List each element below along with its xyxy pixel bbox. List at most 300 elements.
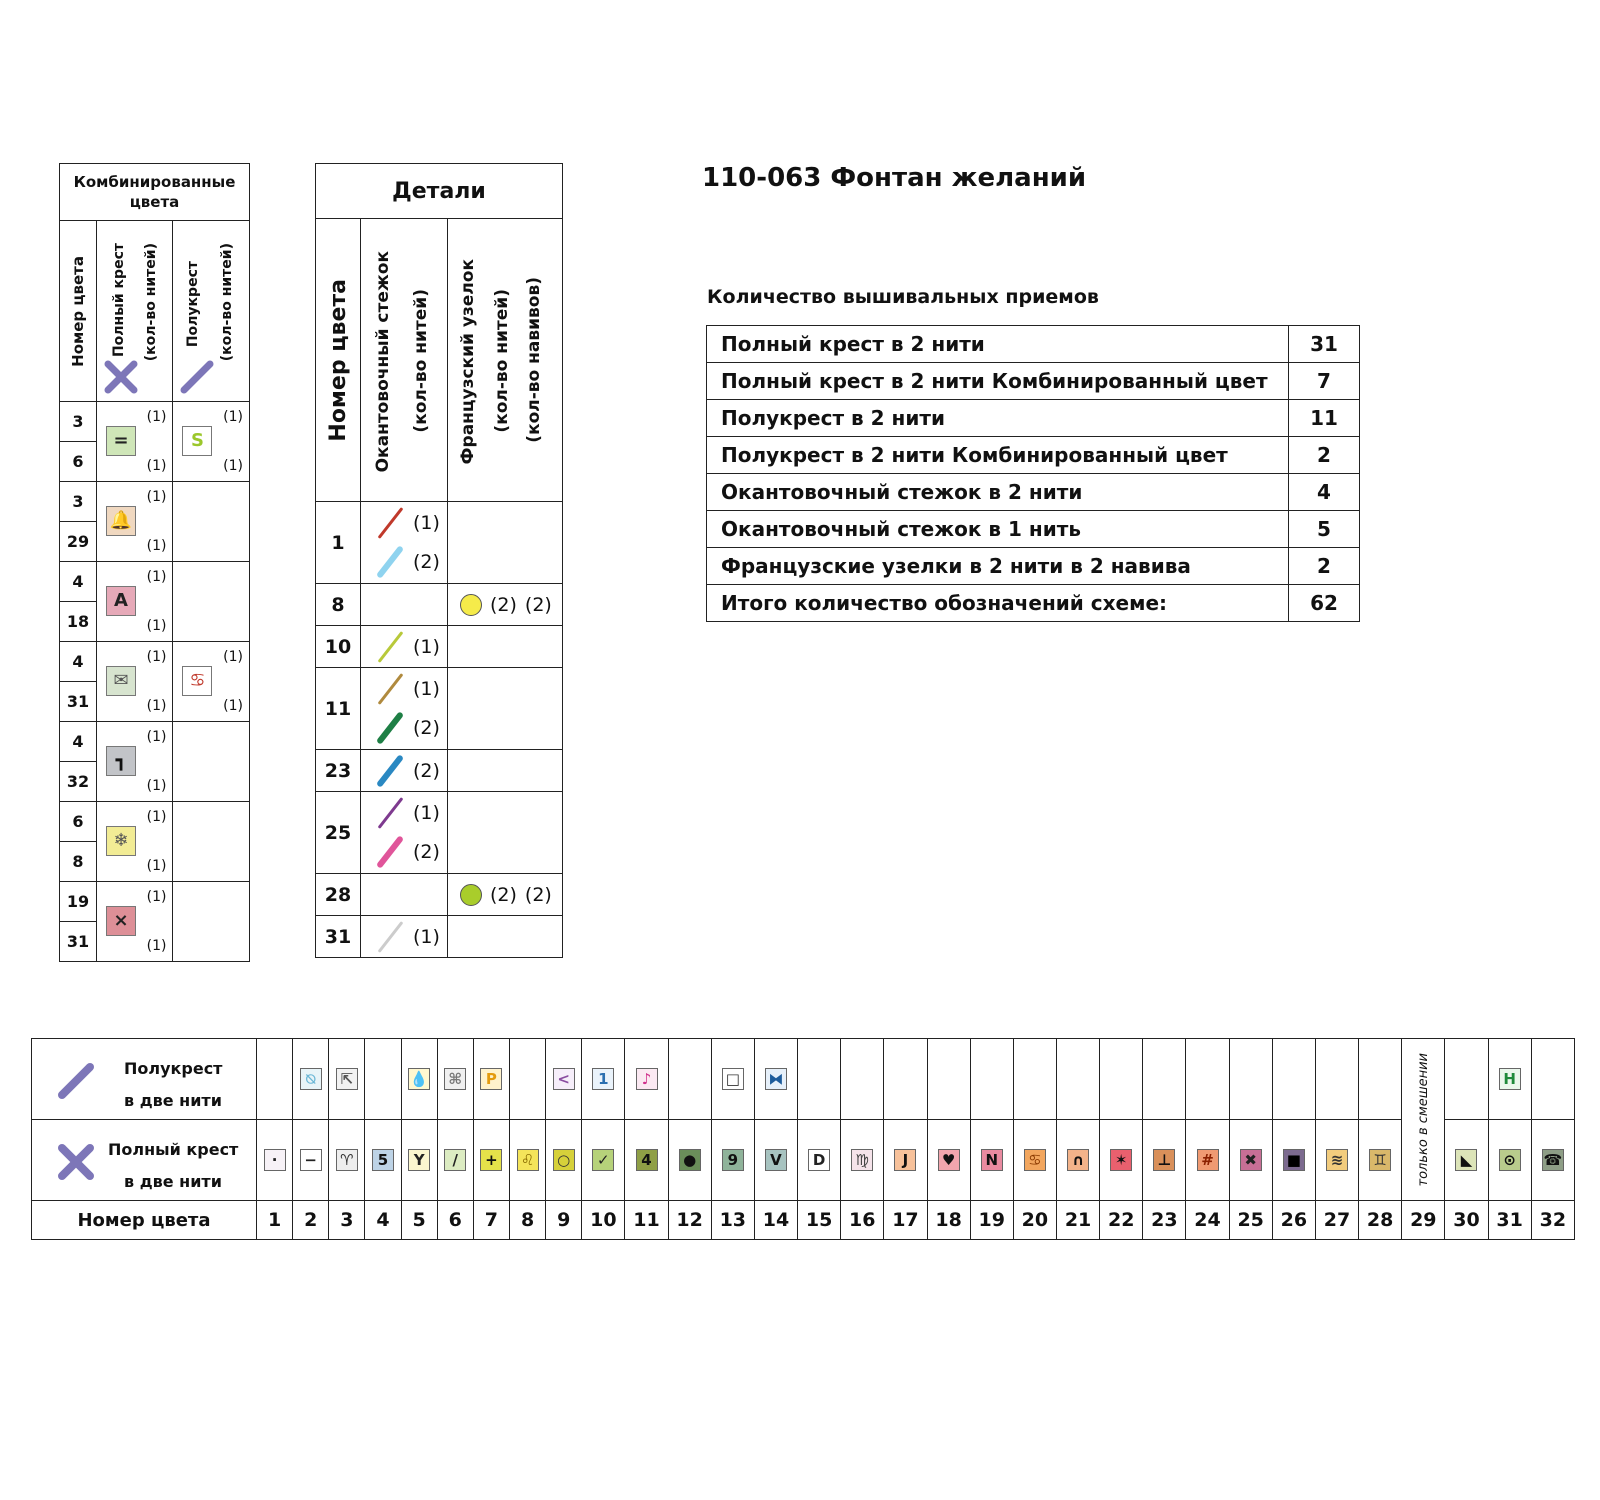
half-cross-cell: [841, 1039, 884, 1120]
combined-col-number: Номер цвета: [69, 255, 87, 367]
full-cross-symbol: V: [765, 1149, 787, 1171]
color-number: 31: [60, 922, 97, 962]
color-number: 19: [60, 882, 97, 922]
thread-count: (1): [223, 649, 243, 665]
color-number: 31: [316, 916, 361, 958]
half-cross-symbol: <: [553, 1068, 575, 1090]
details-row: [316, 792, 563, 874]
backstitch-icon: [373, 835, 407, 869]
half-cross-cell: [293, 1039, 329, 1120]
details-table: [315, 163, 563, 958]
french-knot-cell: [448, 584, 563, 626]
full-cross-symbol: ◣: [1455, 1149, 1477, 1171]
combined-col-full: Полный крест: [111, 243, 127, 358]
full-cross-symbol: +: [480, 1149, 502, 1171]
color-number: 21: [1056, 1201, 1099, 1240]
half-cross-symbol: ⍉: [300, 1068, 322, 1090]
full-cross-cell: [754, 1120, 797, 1201]
full-cross-symbol: ⊙: [1499, 1149, 1521, 1171]
wrap-count: (2): [524, 593, 552, 616]
combined-row: [60, 722, 250, 762]
full-cross-symbol: 9: [722, 1149, 744, 1171]
color-number: 18: [927, 1201, 970, 1240]
stitch-symbol: ✉: [106, 666, 136, 696]
count-label: Окантовочный стежок в 1 нить: [707, 511, 1289, 548]
knot-dot-icon: [460, 884, 482, 906]
thread-count: (1): [146, 649, 167, 665]
full-cross-symbol-cell: [97, 642, 173, 722]
stroke-mark: [378, 921, 404, 953]
color-number: 6: [60, 442, 97, 482]
color-number: 27: [1315, 1201, 1358, 1240]
count-row: [707, 511, 1360, 548]
color-number: 5: [401, 1201, 437, 1240]
full-cross-cell: [1143, 1120, 1186, 1201]
full-cross-cell: [1315, 1120, 1358, 1201]
thread-count: (1): [146, 889, 167, 905]
backstitch-cell: [361, 750, 448, 792]
thread-count: (1): [223, 698, 243, 714]
details-col-knot: Французский узелок: [458, 259, 478, 465]
count-label: Окантовочный стежок в 2 нити: [707, 474, 1289, 511]
color-number: 32: [60, 762, 97, 802]
full-cross-cell: [625, 1120, 668, 1201]
color-number: 6: [437, 1201, 473, 1240]
color-number: 10: [316, 626, 361, 668]
full-cross-symbol: ♥: [938, 1149, 960, 1171]
count-label: Полукрест в 2 нити: [707, 400, 1289, 437]
half-cross-cell: [1143, 1039, 1186, 1120]
details-title: Детали: [316, 164, 563, 219]
half-cross-symbol: P: [480, 1068, 502, 1090]
color-number: 7: [473, 1201, 509, 1240]
full-cross-symbol: ✶: [1110, 1149, 1132, 1171]
half-cross-cell: [437, 1039, 473, 1120]
color-number: 1: [316, 502, 361, 584]
count-label: Полукрест в 2 нити Комбинированный цвет: [707, 437, 1289, 474]
thread-count: (1): [146, 458, 167, 474]
color-number: 10: [582, 1201, 625, 1240]
count-value: 62: [1289, 585, 1360, 622]
stroke-mark: [378, 797, 404, 829]
details-row: [316, 916, 563, 958]
full-cross-cell: [1272, 1120, 1315, 1201]
half-cross-cell: [1315, 1039, 1358, 1120]
full-cross-cell: [1100, 1120, 1143, 1201]
stroke-mark: [376, 545, 404, 579]
thread-count: (1): [413, 802, 440, 824]
full-cross-cell: [927, 1120, 970, 1201]
combined-colors-table: [59, 163, 250, 962]
stitch-symbol: ♋: [182, 666, 212, 696]
color-number: 11: [625, 1201, 668, 1240]
count-value: 2: [1289, 437, 1360, 474]
full-cross-symbol: ♌: [517, 1149, 539, 1171]
full-cross-symbol: 4: [636, 1149, 658, 1171]
half-cross-cell: [1445, 1039, 1488, 1120]
thread-count: (2): [413, 551, 440, 573]
thread-count: (1): [413, 678, 440, 700]
full-cross-symbol: D: [808, 1149, 830, 1171]
backstitch-line: [361, 709, 447, 748]
color-number: 4: [60, 722, 97, 762]
half-cross-cell: [711, 1039, 754, 1120]
half-cross-symbol: ⌘: [444, 1068, 466, 1090]
half-cross-cell: [1531, 1039, 1574, 1120]
color-number: 28: [316, 874, 361, 916]
color-number: 26: [1272, 1201, 1315, 1240]
backstitch-icon: [373, 545, 407, 579]
wrap-count: (2): [524, 883, 552, 906]
thread-count: (1): [146, 858, 167, 874]
backstitch-line: [361, 917, 447, 957]
half-cross-row-label: [32, 1039, 257, 1120]
full-cross-icon: [56, 1142, 96, 1182]
half-cross-symbol: □: [722, 1068, 744, 1090]
thread-count: (2): [413, 717, 440, 739]
full-cross-cell: [841, 1120, 884, 1201]
details-col-back: Окантовочный стежок: [373, 251, 393, 473]
full-cross-symbol: ○: [553, 1149, 575, 1171]
half-cross-cell: [365, 1039, 401, 1120]
color-number: 28: [1359, 1201, 1402, 1240]
full-cross-symbol: ·: [264, 1149, 286, 1171]
half-cross-cell: [1402, 1039, 1445, 1201]
backstitch-cell: [361, 584, 448, 626]
full-cross-symbol: ●: [679, 1149, 701, 1171]
counts-table: [706, 325, 1360, 622]
backstitch-line: [361, 543, 447, 582]
stitch-symbol: =: [106, 426, 136, 456]
french-knot-cell: [448, 792, 563, 874]
thread-count: (1): [146, 698, 167, 714]
full-cross-symbol: 5: [372, 1149, 394, 1171]
full-cross-symbol: ∩: [1067, 1149, 1089, 1171]
full-cross-cell: [798, 1120, 841, 1201]
color-number: 8: [316, 584, 361, 626]
stroke-mark: [378, 631, 404, 663]
half-cross-symbol: 💧: [408, 1068, 430, 1090]
full-cross-symbol: ✖: [1240, 1149, 1262, 1171]
details-col-knot-sub2: (кол-во навивов): [524, 277, 544, 443]
backstitch-line: [361, 751, 447, 791]
french-knot-cell: [448, 874, 563, 916]
combined-row: [60, 562, 250, 602]
full-cross-cell: [884, 1120, 927, 1201]
thread-count: (1): [146, 809, 167, 825]
thread-count: (2): [413, 759, 440, 782]
combined-row: [60, 882, 250, 922]
color-number: 9: [546, 1201, 582, 1240]
full-cross-symbol: ♈: [336, 1149, 358, 1171]
color-number: 4: [60, 562, 97, 602]
count-value: 4: [1289, 474, 1360, 511]
details-row: [316, 750, 563, 792]
french-knot: [448, 594, 562, 616]
backstitch-cell: [361, 502, 448, 584]
color-number: 24: [1186, 1201, 1229, 1240]
thread-count: (1): [223, 409, 243, 425]
half-cross-cell: [1100, 1039, 1143, 1120]
combined-row: [60, 402, 250, 442]
details-row: [316, 668, 563, 750]
half-cross-cell: [884, 1039, 927, 1120]
half-cross-symbol: H: [1499, 1068, 1521, 1090]
stroke-mark: [376, 711, 404, 745]
full-cross-symbol: #: [1197, 1149, 1219, 1171]
count-label: Французские узелки в 2 нити в 2 навива: [707, 548, 1289, 585]
number-row-label: Номер цвета: [32, 1201, 257, 1240]
full-cross-symbol: ≋: [1326, 1149, 1348, 1171]
color-number: 17: [884, 1201, 927, 1240]
full-cross-symbol-cell: [97, 722, 173, 802]
thread-count: (2): [413, 841, 440, 863]
count-row: [707, 326, 1360, 363]
count-value: 5: [1289, 511, 1360, 548]
backstitch-cell: [361, 916, 448, 958]
thread-count: (1): [146, 489, 167, 505]
full-cross-cell: [668, 1120, 711, 1201]
color-number: 31: [60, 682, 97, 722]
count-value: 7: [1289, 363, 1360, 400]
full-cross-cell: [1186, 1120, 1229, 1201]
half-cross-symbol-cell: [173, 882, 250, 962]
color-number: 2: [293, 1201, 329, 1240]
full-cross-symbol-cell: [97, 562, 173, 642]
full-cross-symbol: ✓: [592, 1149, 614, 1171]
count-row: [707, 548, 1360, 585]
stroke-mark: [378, 507, 404, 539]
combined-col-number-header: [60, 221, 97, 402]
stitch-symbol: ×: [106, 906, 136, 936]
full-cross-cell: [1013, 1120, 1056, 1201]
full-label-2: в две нити: [124, 1172, 222, 1191]
stroke-mark: [376, 754, 404, 788]
full-cross-cell: [257, 1120, 293, 1201]
backstitch-cell: [361, 874, 448, 916]
full-cross-symbol: ♋: [1024, 1149, 1046, 1171]
count-row: [707, 437, 1360, 474]
half-cross-cell: [1359, 1039, 1402, 1120]
full-cross-symbol: ■: [1283, 1149, 1305, 1171]
half-cross-symbol-cell: [173, 402, 250, 482]
half-cross-symbol-cell: [173, 642, 250, 722]
color-number: 4: [365, 1201, 401, 1240]
half-cross-cell: [257, 1039, 293, 1120]
color-number: 29: [1402, 1201, 1445, 1240]
half-cross-cell: [582, 1039, 625, 1120]
half-cross-symbol-cell: [173, 722, 250, 802]
color-number: 23: [316, 750, 361, 792]
half-cross-cell: [1229, 1039, 1272, 1120]
backstitch-icon: [373, 672, 407, 706]
color-number: 29: [60, 522, 97, 562]
full-cross-row-label: [32, 1120, 257, 1201]
full-cross-cell: [1531, 1120, 1574, 1201]
combined-col-half-header: [173, 221, 250, 402]
color-number: 4: [60, 642, 97, 682]
color-number: 25: [1229, 1201, 1272, 1240]
half-cross-symbol-cell: [173, 482, 250, 562]
full-label-1: Полный крест: [108, 1140, 239, 1159]
full-cross-cell: [509, 1120, 545, 1201]
thread-count: (2): [490, 883, 517, 906]
half-label-2: в две нити: [124, 1091, 222, 1110]
count-label: Итого количество обозначений схеме:: [707, 585, 1289, 622]
half-cross-cell: [798, 1039, 841, 1120]
full-cross-cell: [1229, 1120, 1272, 1201]
backstitch-line: [361, 670, 447, 709]
full-cross-cell: [365, 1120, 401, 1201]
half-cross-cell: [970, 1039, 1013, 1120]
count-label: Полный крест в 2 нити Комбинированный цвет: [707, 363, 1289, 400]
count-value: 11: [1289, 400, 1360, 437]
full-cross-cell: [1445, 1120, 1488, 1201]
details-row: [316, 874, 563, 916]
color-number: 3: [60, 482, 97, 522]
stitch-symbol: A: [106, 586, 136, 616]
details-row: [316, 502, 563, 584]
thread-count: (2): [490, 593, 517, 616]
color-number: 8: [509, 1201, 545, 1240]
thread-count: (1): [146, 538, 167, 554]
thread-count: (1): [413, 635, 440, 658]
color-number: 3: [60, 402, 97, 442]
full-cross-symbol: /: [444, 1149, 466, 1171]
color-number: 19: [970, 1201, 1013, 1240]
full-cross-symbol-cell: [97, 802, 173, 882]
full-cross-cell: [401, 1120, 437, 1201]
color-number: 15: [798, 1201, 841, 1240]
half-cross-cell: [509, 1039, 545, 1120]
full-cross-symbol-cell: [97, 482, 173, 562]
backstitch-icon: [373, 796, 407, 830]
count-row: [707, 585, 1360, 622]
counts-title: Количество вышивальных приемов: [707, 286, 1099, 308]
color-number: 25: [316, 792, 361, 874]
thread-count: (1): [146, 618, 167, 634]
combined-col-half: Полукрест: [185, 261, 202, 348]
details-col-back-header: [361, 219, 448, 502]
color-number: 3: [329, 1201, 365, 1240]
color-number: 6: [60, 802, 97, 842]
half-cross-symbol-cell: [173, 802, 250, 882]
backstitch-line: [361, 833, 447, 872]
full-cross-cell: [711, 1120, 754, 1201]
details-row: [316, 626, 563, 668]
half-cross-cell: [927, 1039, 970, 1120]
combined-colors-title: Комбинированные цвета: [60, 164, 250, 221]
half-cross-cell: [625, 1039, 668, 1120]
half-cross-cell: [473, 1039, 509, 1120]
half-cross-cell: [1272, 1039, 1315, 1120]
full-cross-symbol: ⊥: [1153, 1149, 1175, 1171]
color-number: 23: [1143, 1201, 1186, 1240]
stitch-symbol: S: [182, 426, 212, 456]
backstitch-icon: [373, 754, 407, 788]
full-cross-cell: [1359, 1120, 1402, 1201]
mix-only-note: только в смешении: [1415, 1052, 1431, 1187]
half-cross-cell: [754, 1039, 797, 1120]
color-number: 22: [1100, 1201, 1143, 1240]
count-value: 2: [1289, 548, 1360, 585]
count-row: [707, 400, 1360, 437]
half-cross-symbol: 1: [592, 1068, 614, 1090]
combined-col-half-sub: (кол-во нитей): [219, 243, 236, 362]
knot-dot-icon: [460, 594, 482, 616]
details-col-knot-header: [448, 219, 563, 502]
half-cross-symbol: ⇱: [336, 1068, 358, 1090]
backstitch-icon: [373, 506, 407, 540]
full-cross-cell: [329, 1120, 365, 1201]
half-label-1: Полукрест: [124, 1059, 223, 1078]
backstitch-cell: [361, 792, 448, 874]
thread-count: (1): [223, 458, 243, 474]
details-col-number-header: [316, 219, 361, 502]
backstitch-line: [361, 504, 447, 543]
stitch-symbol: ❄: [106, 826, 136, 856]
half-cross-cell: [1056, 1039, 1099, 1120]
half-cross-icon: [56, 1061, 96, 1101]
thread-count: (1): [146, 938, 167, 954]
stroke-mark: [378, 673, 404, 705]
half-cross-cell: [546, 1039, 582, 1120]
color-number: 20: [1013, 1201, 1056, 1240]
color-number: 32: [1531, 1201, 1574, 1240]
combined-row: [60, 642, 250, 682]
full-cross-icon: [103, 359, 139, 395]
backstitch-cell: [361, 668, 448, 750]
half-cross-cell: [1186, 1039, 1229, 1120]
page-title: 110-063 Фонтан желаний: [702, 163, 1087, 193]
stitch-symbol: ┓: [106, 746, 136, 776]
backstitch-icon: [373, 711, 407, 745]
combined-col-full-header: [97, 221, 173, 402]
thread-count: (1): [146, 409, 167, 425]
full-cross-symbol: ☎: [1542, 1149, 1564, 1171]
backstitch-cell: [361, 626, 448, 668]
color-number: 12: [668, 1201, 711, 1240]
full-cross-symbol: J: [894, 1149, 916, 1171]
full-cross-cell: [1056, 1120, 1099, 1201]
thread-count: (1): [146, 729, 167, 745]
full-cross-cell: [970, 1120, 1013, 1201]
french-knot-cell: [448, 502, 563, 584]
half-cross-symbol: ⧓: [765, 1068, 787, 1090]
full-cross-symbol: ♍: [851, 1149, 873, 1171]
half-cross-cell: [1013, 1039, 1056, 1120]
full-cross-symbol: −: [300, 1149, 322, 1171]
details-row: [316, 584, 563, 626]
full-cross-cell: [437, 1120, 473, 1201]
details-col-back-sub: (кол-во нитей): [411, 289, 431, 433]
combined-row: [60, 482, 250, 522]
full-cross-cell: [1488, 1120, 1531, 1201]
half-cross-symbol: ♪: [636, 1068, 658, 1090]
french-knot-cell: [448, 916, 563, 958]
details-col-knot-sub1: (кол-во нитей): [492, 289, 512, 433]
backstitch-icon: [373, 630, 407, 664]
thread-count: (1): [146, 569, 167, 585]
details-col-number: Номер цвета: [325, 278, 351, 442]
french-knot-cell: [448, 668, 563, 750]
color-number: 16: [841, 1201, 884, 1240]
count-row: [707, 363, 1360, 400]
color-number: 18: [60, 602, 97, 642]
half-cross-icon: [179, 359, 215, 395]
full-cross-cell: [582, 1120, 625, 1201]
color-number: 14: [754, 1201, 797, 1240]
